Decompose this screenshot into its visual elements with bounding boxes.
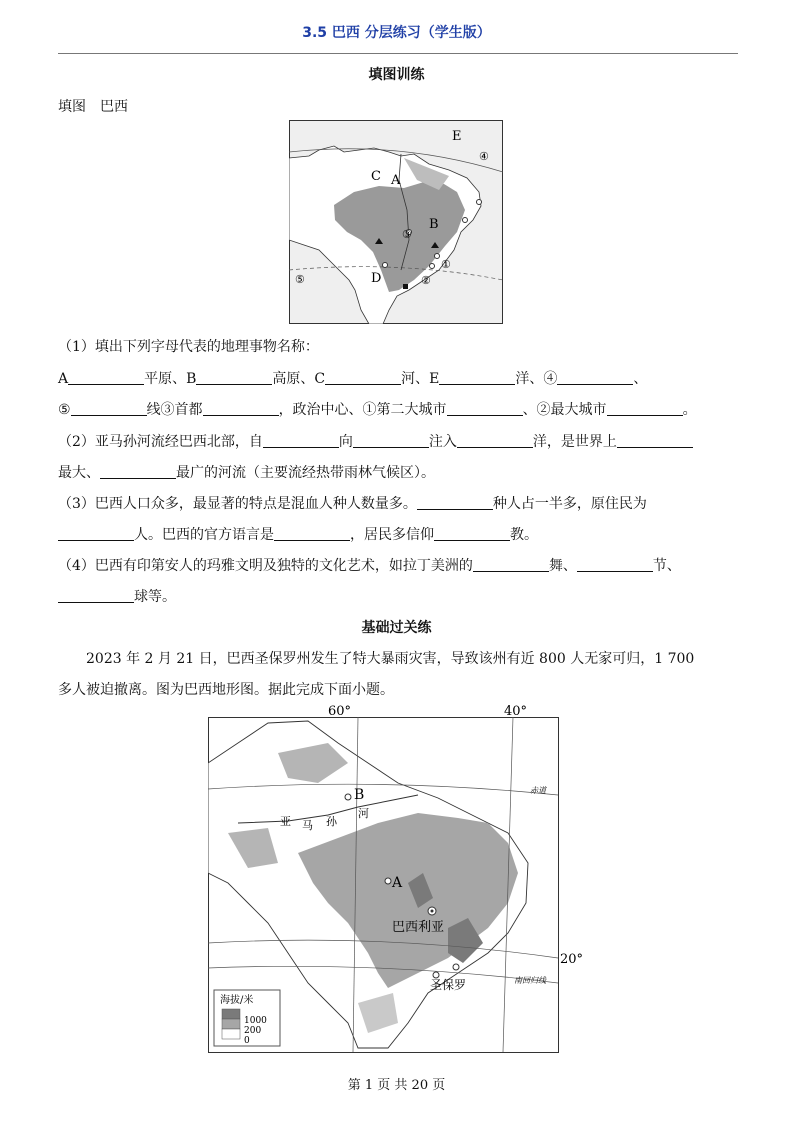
- answer-blank[interactable]: [439, 370, 515, 385]
- q1-line2-t4: 。: [682, 402, 697, 418]
- q3-line1-t1: 种人占一半多，原住民为: [492, 496, 647, 512]
- q2-line2-t1: 最广的河流（主要流经热带雨林气候区）。: [176, 465, 435, 481]
- answer-blank[interactable]: [447, 401, 523, 416]
- q2-line2-a: 最大、: [58, 465, 100, 481]
- answer-blank[interactable]: [434, 526, 510, 541]
- legend-swatch-high: [222, 1009, 240, 1019]
- q4-line2: [58, 586, 176, 606]
- map2-lon-40-label: 40°: [504, 704, 528, 719]
- q3-line2-t3: 教。: [510, 527, 538, 543]
- map1-label-3: ③: [402, 228, 412, 241]
- answer-blank[interactable]: [577, 557, 653, 572]
- q1-line2-t2: ，政治中心、①第二大城市: [278, 402, 447, 418]
- q3-line1: [58, 493, 647, 513]
- map-label-line: 填图 巴西: [58, 99, 128, 115]
- map2-legend: [214, 990, 280, 1046]
- answer-blank[interactable]: [100, 464, 176, 479]
- q1-line1-t5: 、: [633, 371, 648, 387]
- q4-line2-t1: 球等。: [134, 589, 176, 605]
- map1-label-b: B: [429, 217, 439, 232]
- brazil-terrain-map: [208, 703, 584, 1057]
- map1-city-marker-2: [463, 218, 468, 223]
- answer-blank[interactable]: [473, 557, 549, 572]
- q3-line2-t2: ，居民多信仰: [350, 527, 434, 543]
- q1-line2-t3: 、②最大城市: [522, 402, 607, 418]
- map1-label-c: C: [371, 169, 381, 184]
- map2-point-b-label: B: [354, 787, 365, 803]
- map1-city-marker-3: [430, 264, 435, 269]
- map2-point-a-label: A: [392, 875, 403, 891]
- q1-line2-a: ⑤: [58, 402, 71, 418]
- page-header-title: 3.5 巴西 分层练习（学生版）: [302, 25, 491, 41]
- map1-industry-marker: [403, 284, 408, 289]
- q1-intro: （1）填出下列字母代表的地理事物名称：: [58, 339, 319, 355]
- map2-capital-dot: [431, 910, 434, 913]
- answer-blank[interactable]: [58, 526, 134, 541]
- map2-capital-label: 巴西利亚: [392, 920, 445, 935]
- answer-blank[interactable]: [617, 433, 693, 448]
- brazil-fill-map: [289, 120, 503, 324]
- q4-line1: [58, 555, 681, 575]
- legend-swatch-mid: [222, 1019, 240, 1029]
- answer-blank[interactable]: [457, 433, 533, 448]
- q2-line1-t2: 注入: [428, 434, 457, 450]
- map2-equator-label: 赤道: [530, 786, 546, 795]
- q1-line1-t1: 平原、B: [144, 371, 197, 387]
- q2-line2: [58, 462, 435, 482]
- q1-line2-t1: 线③首都: [146, 402, 203, 418]
- q1-line1: [58, 368, 647, 388]
- map2-river-char-3: 孙: [326, 815, 337, 828]
- section-title-fill-map: 填图训练: [368, 67, 425, 83]
- map2-river-char-2: 马: [302, 819, 313, 832]
- answer-blank[interactable]: [203, 401, 279, 416]
- map1-city-marker-5: [383, 263, 388, 268]
- map1-label-e: E: [452, 129, 462, 144]
- q4-line1-t1: 舞、: [548, 558, 577, 574]
- map1-label-4: ④: [479, 150, 489, 163]
- map2-point-b-marker: [345, 794, 351, 800]
- q4-line1-t2: 节、: [652, 558, 681, 574]
- header-rule: [58, 53, 738, 54]
- map2-river-char-4: 河: [358, 807, 369, 820]
- legend-title: 海拔/米: [220, 995, 254, 1006]
- q1-line1-a: A: [58, 371, 69, 387]
- q3-line2-t1: 人。巴西的官方语言是: [134, 527, 274, 543]
- map2-point-a-marker: [385, 878, 391, 884]
- q3-line1-a: （3）巴西人口众多，最显著的特点是混血人种人数量多。: [58, 496, 417, 512]
- map2-lon-60-label: 60°: [328, 704, 352, 719]
- map2-city-label: 圣保罗: [430, 978, 467, 992]
- answer-blank[interactable]: [417, 495, 493, 510]
- q1-line1-t2: 高原、C: [272, 371, 326, 387]
- q1-line1-t4: 洋、④: [515, 371, 558, 387]
- q3-line2: [58, 524, 538, 544]
- map2-city-marker-2: [453, 964, 459, 970]
- answer-blank[interactable]: [557, 370, 633, 385]
- q2-line1-t1: 向: [338, 434, 353, 450]
- legend-value-1000: 1000: [244, 1016, 267, 1026]
- map1-city-marker-4: [435, 254, 440, 259]
- q2-line1-t3: 洋，是世界上: [532, 434, 617, 450]
- answer-blank[interactable]: [263, 433, 339, 448]
- answer-blank[interactable]: [58, 588, 134, 603]
- answer-blank[interactable]: [71, 401, 147, 416]
- map2-river-char-1: 亚: [280, 815, 291, 828]
- legend-swatch-low: [222, 1029, 240, 1039]
- passage-line-2: 多人被迫撤离。图为巴西地形图。据此完成下面小题。: [58, 682, 394, 698]
- map1-label-5: ⑤: [295, 273, 305, 286]
- answer-blank[interactable]: [68, 370, 144, 385]
- q1-line2: [58, 399, 697, 419]
- section-title-basic: 基础过关练: [361, 620, 432, 636]
- q4-line1-a: （4）巴西有印第安人的玛雅文明及独特的文化艺术，如拉丁美洲的: [58, 558, 473, 574]
- q2-line1: [58, 431, 693, 451]
- q1-line1-t3: 河、E: [401, 371, 440, 387]
- map1-city-marker-1: [477, 200, 482, 205]
- answer-blank[interactable]: [274, 526, 350, 541]
- q2-line1-a: （2）亚马孙河流经巴西北部，自: [58, 434, 263, 450]
- passage-line-1: 2023 年 2 月 21 日，巴西圣保罗州发生了特大暴雨灾害，导致该州有近 800 人无家可归，1 700: [58, 651, 695, 667]
- answer-blank[interactable]: [325, 370, 401, 385]
- map1-label-2: ②: [421, 274, 431, 287]
- answer-blank[interactable]: [196, 370, 272, 385]
- legend-value-0: 0: [244, 1036, 250, 1046]
- map1-label-d: D: [371, 271, 382, 286]
- answer-blank[interactable]: [353, 433, 429, 448]
- map1-label-a: A: [391, 173, 401, 188]
- page-footer: 第 1 页 共 20 页: [347, 1078, 446, 1093]
- answer-blank[interactable]: [607, 401, 683, 416]
- map2-tropic-label: 南回归线: [514, 976, 546, 985]
- legend-value-200: 200: [244, 1026, 262, 1036]
- map2-lat-20-label: 20°: [560, 952, 584, 967]
- map1-label-1: ①: [441, 258, 451, 271]
